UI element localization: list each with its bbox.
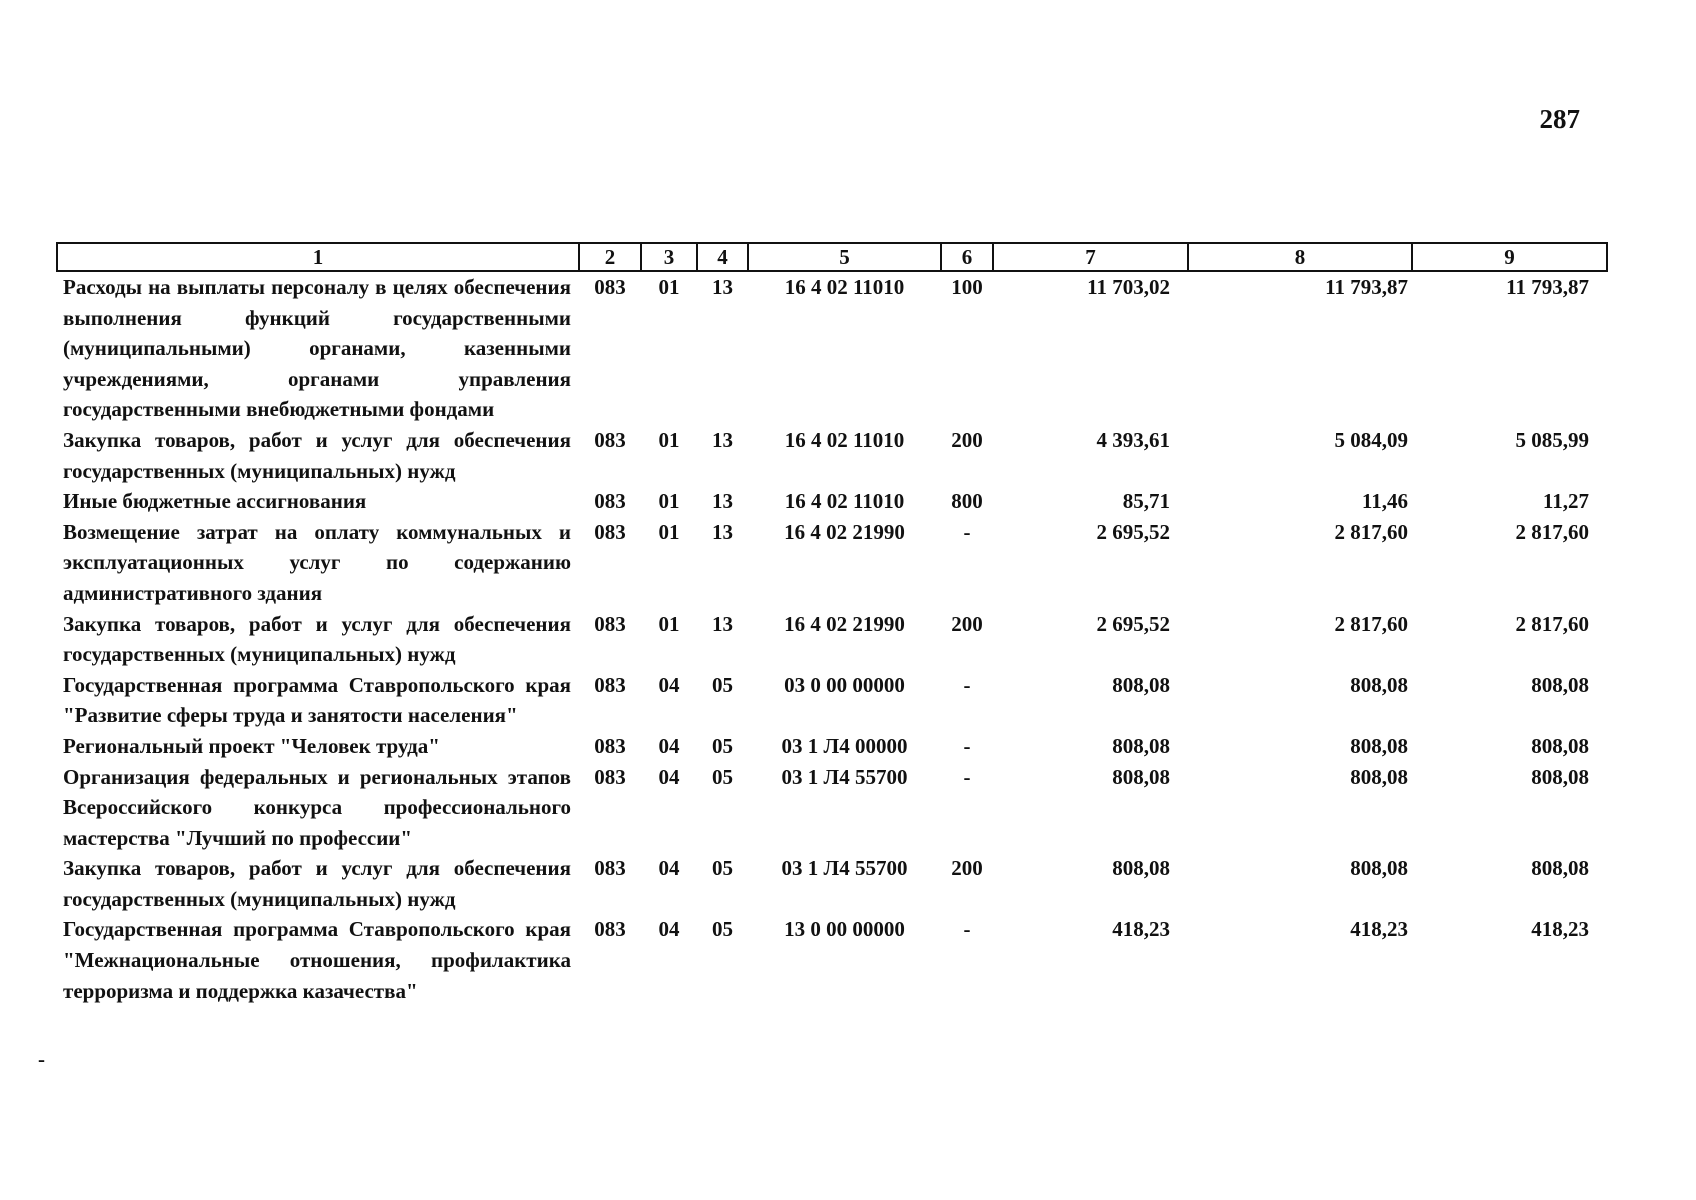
row-target-article: 16 4 02 11010 [784,427,905,452]
row-amount-8: 808,08 [1350,764,1408,789]
row-ministry-code: 083 [594,917,626,942]
header-cell-9: 9 [1412,243,1607,271]
row-expense-type: 200 [951,427,983,452]
table-row [57,425,1607,486]
row-amount-7: 808,08 [1112,764,1170,789]
header-cell-5: 5 [748,243,941,271]
table-row [57,609,1607,670]
row-name: Региональный проект "Человек труда" [63,733,440,758]
row-amount-9: 11,27 [1542,489,1589,514]
table-row [57,762,1607,854]
row-expense-type: - [963,917,971,942]
budget-table [56,242,1608,1006]
row-section-code: 01 [658,611,680,636]
row-amount-7: 11 703,02 [1087,275,1170,299]
row-section-code: 04 [658,764,680,789]
row-section-code: 01 [658,519,680,544]
row-subsection-code: 13 [712,489,733,514]
row-subsection-code: 05 [712,856,733,881]
row-expense-type: 200 [951,856,983,881]
row-name: Возмещение затрат на оплату коммунальных и эксплуатационных услуг по содержанию административного здания [63,519,571,605]
row-name: Иные бюджетные ассигнования [63,489,367,514]
row-ministry-code: 083 [594,856,626,881]
row-amount-9: 808,08 [1531,764,1589,789]
header-cell-1: 1 [57,243,579,271]
row-amount-9: 2 817,60 [1515,611,1589,636]
row-section-code: 01 [658,427,680,452]
row-amount-7: 2 695,52 [1096,519,1170,544]
row-ministry-code: 083 [594,764,626,789]
row-amount-8: 5 084,09 [1334,427,1408,452]
header-cell-7: 7 [993,243,1188,271]
row-expense-type: 100 [951,275,983,299]
row-subsection-code: 13 [712,611,733,636]
row-amount-7: 808,08 [1112,672,1170,697]
row-ministry-code: 083 [594,733,626,758]
row-section-code: 04 [658,856,680,881]
table-row [57,914,1607,1006]
row-expense-type: - [963,733,971,758]
header-cell-4: 4 [697,243,748,271]
table-row [57,271,1607,425]
row-expense-type: 200 [951,611,983,636]
row-section-code: 01 [658,489,680,514]
row-amount-9: 808,08 [1531,856,1589,881]
row-name: Закупка товаров, работ и услуг для обеспечения государственных (муниципальных) нужд [63,427,571,483]
row-target-article: 16 4 02 11010 [784,489,905,514]
row-amount-9: 808,08 [1531,733,1589,758]
row-expense-type: - [963,519,971,544]
row-amount-7: 2 695,52 [1096,611,1170,636]
row-section-code: 04 [658,917,680,942]
row-ministry-code: 083 [594,672,626,697]
row-amount-9: 5 085,99 [1515,427,1589,452]
row-target-article: 03 1 Л4 55700 [781,856,908,881]
row-amount-9: 808,08 [1531,672,1589,697]
row-subsection-code: 13 [712,519,733,544]
row-amount-7: 808,08 [1112,733,1170,758]
row-section-code: 04 [658,672,680,697]
table-row [57,853,1607,914]
row-expense-type: - [963,672,971,697]
row-ministry-code: 083 [594,611,626,636]
row-subsection-code: 13 [712,427,733,452]
row-amount-7: 808,08 [1112,856,1170,881]
row-ministry-code: 083 [594,427,626,452]
row-amount-7: 85,71 [1122,489,1170,514]
header-cell-8: 8 [1188,243,1412,271]
table-body [57,271,1607,1006]
row-target-article: 16 4 02 21990 [784,519,905,544]
row-amount-8: 11,46 [1361,489,1408,514]
row-amount-9: 2 817,60 [1515,519,1589,544]
row-amount-9: 11 793,87 [1506,275,1589,299]
row-name: Закупка товаров, работ и услуг для обеспечения государственных (муниципальных) нужд [63,611,571,667]
row-ministry-code: 083 [594,519,626,544]
row-amount-8: 11 793,87 [1325,275,1408,299]
row-name: Расходы на выплаты персоналу в целях обеспечения выполнения функций государственными (муниципальными) органами, казенными учреждениями, органами управления государственными внебюджетными фондами [63,275,571,422]
header-cell-2: 2 [579,243,641,271]
row-expense-type: - [963,764,971,789]
header-cell-3: 3 [641,243,697,271]
row-subsection-code: 05 [712,672,733,697]
row-amount-7: 418,23 [1112,917,1170,942]
row-subsection-code: 05 [712,764,733,789]
row-target-article: 16 4 02 21990 [784,611,905,636]
table-row [57,486,1607,517]
row-amount-9: 418,23 [1531,917,1589,942]
row-target-article: 03 0 00 00000 [784,672,905,697]
row-target-article: 16 4 02 11010 [784,275,905,299]
row-target-article: 13 0 00 00000 [784,917,905,942]
row-amount-7: 4 393,61 [1096,427,1170,452]
header-cell-6: 6 [941,243,993,271]
row-ministry-code: 083 [594,275,626,299]
table-header [57,243,1607,271]
row-amount-8: 418,23 [1350,917,1408,942]
row-name: Организация федеральных и региональных этапов Всероссийского конкурса профессионального мастерства "Лучший по профессии" [63,764,571,850]
row-amount-8: 2 817,60 [1334,519,1408,544]
row-target-article: 03 1 Л4 00000 [781,733,908,758]
table-row [57,670,1607,731]
row-section-code: 04 [658,733,680,758]
row-section-code: 01 [658,275,680,299]
page-number: 287 [1539,104,1580,134]
row-subsection-code: 05 [712,917,733,942]
row-amount-8: 808,08 [1350,733,1408,758]
row-name: Государственная программа Ставропольского края "Межнациональные отношения, профилактика терроризма и поддержка казачества" [63,917,571,1003]
row-amount-8: 808,08 [1350,856,1408,881]
table-row [57,517,1607,609]
row-expense-type: 800 [951,489,983,514]
header-row [57,243,1607,271]
row-subsection-code: 05 [712,733,733,758]
row-amount-8: 2 817,60 [1334,611,1408,636]
row-target-article: 03 1 Л4 55700 [781,764,908,789]
row-subsection-code: 13 [712,275,733,299]
margin-dash-mark: - [38,1047,45,1071]
row-ministry-code: 083 [594,489,626,514]
row-name: Закупка товаров, работ и услуг для обеспечения государственных (муниципальных) нужд [63,856,571,911]
row-name: Государственная программа Ставропольского края "Развитие сферы труда и занятости населения" [63,672,571,728]
row-amount-8: 808,08 [1350,672,1408,697]
table-row [57,731,1607,762]
